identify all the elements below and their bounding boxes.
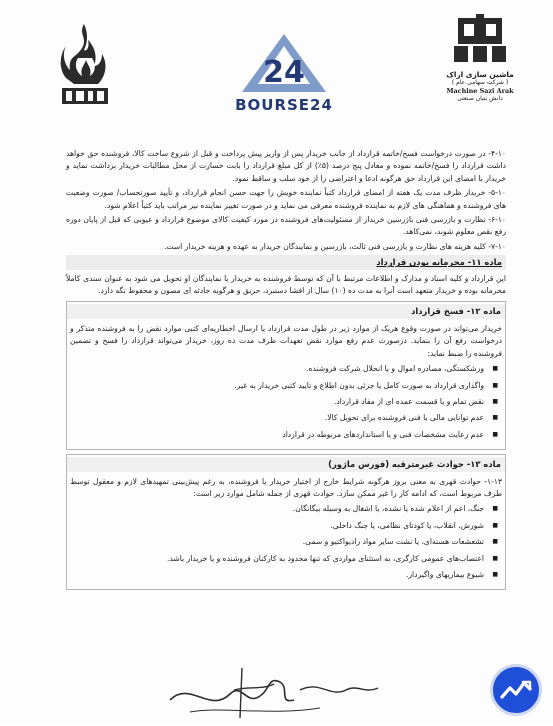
bourse24-wordmark: BOURSE24 [235,96,333,114]
signature-icon [150,660,390,722]
article-11-title: ماده ۱۱- محرمانه بودن قرارداد [66,255,506,269]
list-item: ■ تشعشعات هسته‌ای، یا نشت سایر مواد رادیواکتیو و سمی. [70,536,484,548]
list-item: ■ جنگ، اعم از اعلام شده یا نشده، یا اشغال به وسیله بیگانگان. [70,503,484,515]
clause-10-6: ۶-۱۰- نظارت و بازرسی فنی بازرسین خریدار از مسئولیت‌های فروشنده در مورد کیفیت کالای موضوع قرارداد و عیوبی که قبل از پایان دوره رفع نقص معلوم شوند، نمی‌کاهد. [66,215,506,237]
machine-sazi-logo-icon [452,12,508,64]
article-13-text: ۱-۱۳- حوادث قهری به معنی بروز هرگونه شرایط خارج از اختیار خریدار یا فروشنده، به رغم پیش‌بینی تمهیدهای لازم و معقول توسط طرف مربوط است، که ادامه کار را غیر ممکن سازد. حوادث قهری از جمله شامل موارد زیر است: [70,476,502,498]
list-item: ■ شورش، انقلاب، یا کودتای نظامی، یا جنگ داخلی. [70,520,484,532]
article-11-text: این قرارداد و کلیه اسناد و مدارک و اطلاعات مرتبط با آن که توسط فروشنده به خریدار یا نمایندگان او تحویل می شود به عنوان سندی کاملاً محرمانه بوده و خریدار متعهد است آنرا به مدت ده (۱۰) سال از افشا دستبرد، حریق و هرگونه حادثه ای مصون و محفوظ نگه دارد. [66,273,506,296]
list-item: ■ ورشکستگی، مصادره اموال و یا انحلال شرکت فروشنده. [70,363,484,375]
bourse24-logo [232,32,336,114]
clause-10-4: ۴-۱۰- در صورت درخواست فسخ/خاتمه قرارداد از جانب خریدار پس از واریز پیش پرداخت و قبل از شروع ساخت کالا، فروشنده حق خواهد داشت قرارداد را فسخ/خاتمه نموده و معادل پنج درصد (۵٪) از کل مبلغ قرارداد را بابت خسارت از محل مطالبات خریدار برداشت نماید و خریدار با امضای این قرارداد حق هرگونه ادعا و اعتراضی را از خود سلب و ساقط نمود. [66,149,506,183]
article-12-list [70,363,502,441]
article-13-box [66,454,506,590]
list-item: ■ شیوع بیماریهای واگیردار. [70,569,484,581]
company-name-en: Machine Sazi Arak [446,87,514,95]
article-12-title: ماده ۱۲- فسخ قرارداد [67,304,505,318]
letterhead [0,0,553,120]
article-13-title: ماده ۱۳- حوادث غیرمترقبه (فورس ماژور) [67,457,505,471]
list-item: ■ عدم رعایت مشخصات فنی و یا استانداردهای مربوطه در قرارداد [70,429,484,441]
company-logo [440,12,520,112]
clause-10-5: ۵-۱۰- خریدار ظرف مدت یک هفته از امضای قرارداد کتباً نماینده خویش را جهت حسن انجام قرارداد، و تأیید صورتحساب/ صورت وضعیت های فروشنده و هماهنگی های لازم به نماینده فروشنده معرفی می نماید و در صورت تغییر نماینده نیز مراتب باید کتباً اعلام شود. [66,188,506,210]
svg-text:24: 24 [263,55,305,90]
flame-logo-icon [54,20,116,108]
list-item: ■ واگذاری قرارداد به صورت کامل یا جزئی بدون اطلاع و تایید کتبی خریدار به غیر. [70,380,484,392]
knowledge-based-label: دانش بنیان صنعتی [457,95,503,102]
clause-10-7: ۷-۱۰- کلیه هزینه های نظارت و بازرسی فنی ثالث، بازرسین و نمایندگان خریدار به عهده و هزینه خریدار است. [163,241,506,251]
bourse24-logo-icon [232,32,336,96]
company-type: ( شرکت سهامی عام ) [451,79,509,86]
article-12-text: خریدار می‌تواند در صورت وقوع هریک از موارد زیر در طول مدت قرارداد یا ارسال اخطاریه‌ای کتبی موارد نقض را به فروشنده متذکر و درخواست رفع آن را بنماید. درصورت عدم رفع موارد نقض تعهدات ظرف مدت ده روز، خریدار می‌تواند قرارداد را فسخ و تضمین فروشنده را ضبط نماید: [70,323,502,358]
list-item: ■ اعتصاب‌های عمومی کارگری، به استثنای مواردی که تنها محدود به کارکنان فروشنده و یا خریدار باشد. [70,553,484,565]
article-13-list [70,503,502,581]
list-item: ■ عدم توانایی مالی یا فنی فروشنده برای تحویل کالا. [70,412,484,424]
chart-badge-icon[interactable] [490,664,542,716]
company-name-fa: ماشین سازی اراک [446,70,514,79]
article-12-box [66,301,506,450]
list-item: ■ نقض تمام و یا قسمت عمده ای از مفاد قرارداد. [70,396,484,408]
document-body [66,148,506,590]
